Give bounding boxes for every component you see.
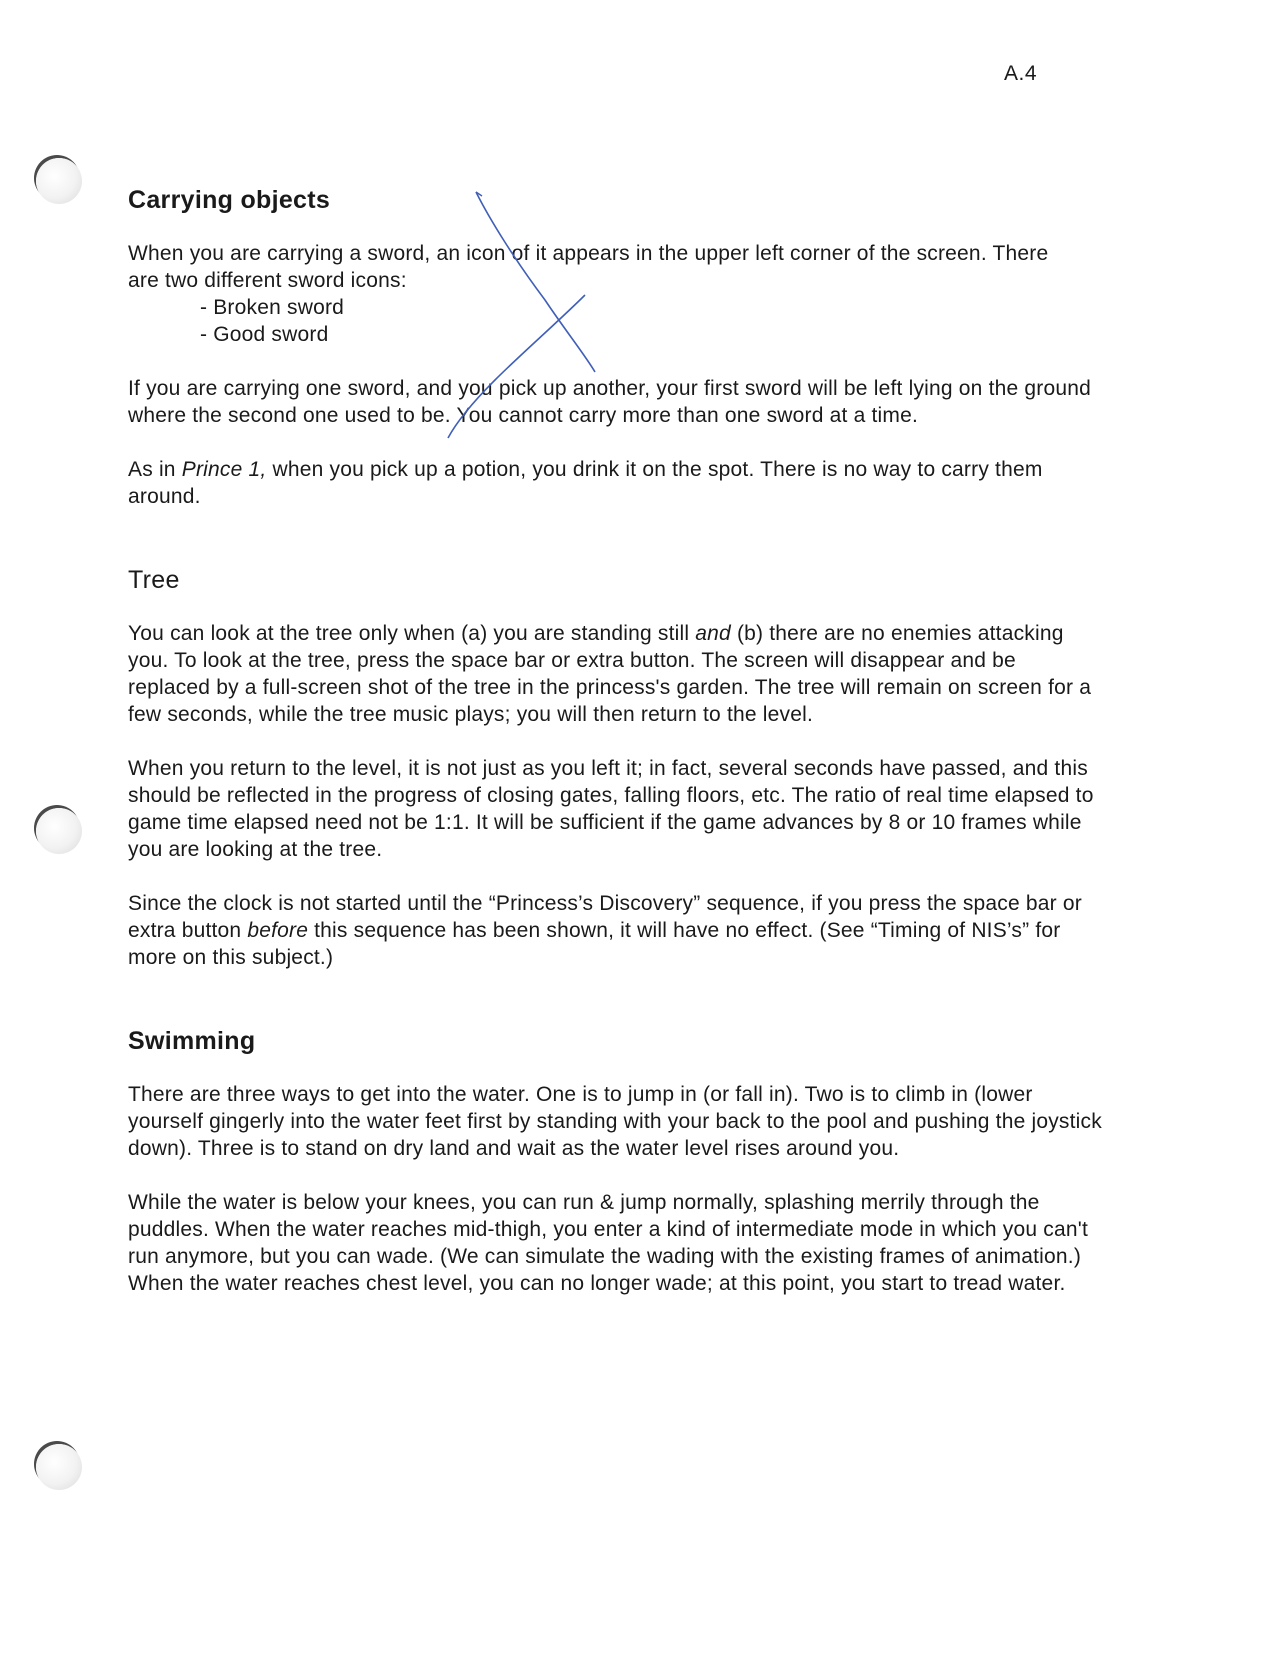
carrying-p3-text-a: As in: [128, 458, 182, 481]
section-title-tree: Tree: [128, 566, 180, 594]
carrying-p3-text-b: when you pick up a potion, you drink it on the spot. There is no way to carry them around.: [128, 458, 1043, 508]
sword-icon-item-good: - Good sword: [200, 323, 329, 346]
tree-paragraph-1: [128, 620, 1098, 728]
tree-p1-emphasis: and: [695, 622, 731, 645]
binder-hole-bottom: [36, 1444, 82, 1490]
page-body: [128, 180, 1118, 1297]
carrying-paragraph-3: [128, 456, 1088, 510]
tree-paragraph-2: When you return to the level, it is not just as you left it; in fact, several seconds have passed, and this should be reflected in the progress of closing gates, falling floors, etc. The ratio of real time elapsed to game time elapsed need not be 1:1. It will be sufficient if the game advances by 8 or 10 frames while you are looking at the tree.: [128, 757, 1094, 861]
section-carrying-objects: [128, 180, 1118, 510]
page-number: A.4: [1004, 62, 1038, 85]
carrying-paragraph-1: When you are carrying a sword, an icon of it appears in the upper left corner of the screen. There are two different sword icons:: [128, 242, 1049, 292]
binder-hole-top: [36, 158, 82, 204]
section-swimming: [128, 1021, 1118, 1297]
tree-p1-text-a: You can look at the tree only when (a) you are standing still: [128, 622, 696, 645]
swimming-paragraph-1: There are three ways to get into the water. One is to jump in (or fall in). Two is to climb in (lower yourself gingerly into the water feet first by standing with your back to the pool and pushing the joystick down). Three is to stand on dry land and wait as the water level rises around you.: [128, 1083, 1102, 1160]
tree-p1-text-b: (b) there are no enemies attacking you. To look at the tree, press the space bar or extra button. The screen will disappear and be replaced by a full-screen shot of the tree in the princess's garden. The tree will remain on screen for a few seconds, while the tree music plays; you will then return to the level.: [128, 622, 1092, 726]
tree-p3-emphasis: before: [247, 919, 309, 942]
section-tree: [128, 560, 1118, 971]
tree-p3-text-a: Since the clock is not started until the “Princess’s Discovery” sequence, if you press the space bar or extra button: [128, 892, 1082, 942]
tree-paragraph-3: [128, 890, 1113, 971]
section-title-swimming: Swimming: [128, 1027, 256, 1055]
binder-hole-middle: [36, 808, 82, 854]
section-title-carrying: Carrying objects: [128, 186, 331, 214]
tree-p3-text-b: this sequence has been shown, it will have no effect. (See “Timing of NIS’s” for more on this subject.): [128, 919, 1061, 969]
swimming-paragraph-2: While the water is below your knees, you can run & jump normally, splashing merrily through the puddles. When the water reaches mid-thigh, you enter a kind of intermediate mode in which you can't run anymore, but you can wade. (We can simulate the wading with the existing frames of animation.) When the water reaches chest level, you can no longer wade; at this point, you start to tread water.: [128, 1191, 1088, 1295]
sword-icon-item-broken: - Broken sword: [200, 296, 345, 319]
carrying-p3-emphasis: Prince 1,: [181, 458, 267, 481]
carrying-paragraph-2: If you are carrying one sword, and you pick up another, your first sword will be left lying on the ground where the second one used to be. You cannot carry more than one sword at a time.: [128, 377, 1092, 427]
